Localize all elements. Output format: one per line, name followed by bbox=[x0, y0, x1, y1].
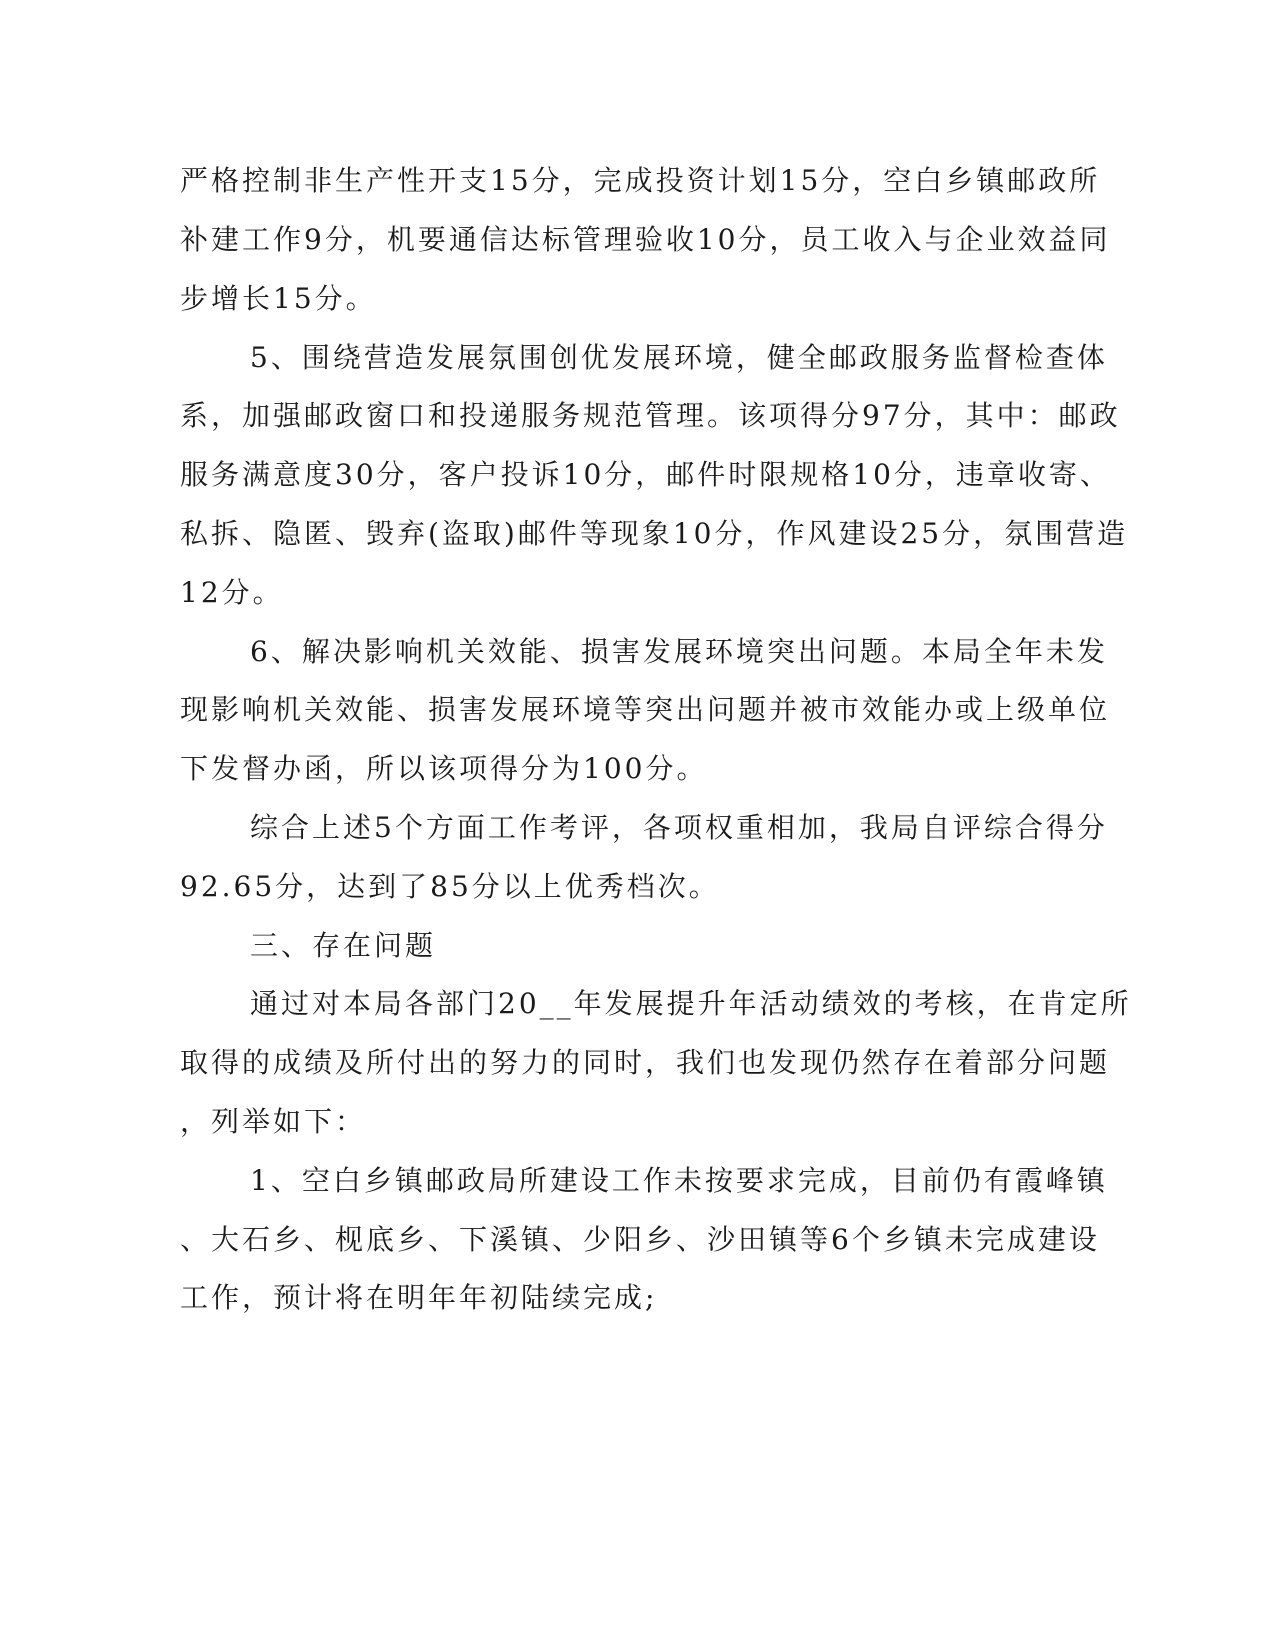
paragraph-line: 步增长15分。 bbox=[180, 282, 377, 315]
paragraph-line: 下发督办函，所以该项得分为100分。 bbox=[180, 752, 708, 785]
paragraph-line: 1、空白乡镇邮政局所建设工作未按要求完成，目前仍有霞峰镇 bbox=[250, 1164, 1108, 1197]
paragraph-line: 92.65分，达到了85分以上优秀档次。 bbox=[180, 870, 720, 903]
paragraph-line: 综合上述5个方面工作考评，各项权重相加，我局自评综合得分 bbox=[250, 811, 1108, 844]
paragraph-line: 通过对本局各部门20__年发展提升年活动绩效的考核，在肯定所 bbox=[250, 987, 1132, 1020]
section-heading: 三、存在问题 bbox=[250, 929, 437, 962]
paragraph-line: 系，加强邮政窗口和投递服务规范管理。该项得分97分，其中：邮政 bbox=[180, 399, 1121, 432]
paragraph-line: 私拆、隐匿、毁弃(盗取)邮件等现象10分，作风建设25分，氛围营造 bbox=[180, 517, 1129, 550]
paragraph-line: 、大石乡、枧底乡、下溪镇、少阳乡、沙田镇等6个乡镇未完成建设 bbox=[180, 1223, 1100, 1256]
paragraph-line: 服务满意度30分，客户投诉10分，邮件时限规格10分，违章收寄、 bbox=[180, 458, 1111, 491]
paragraph-line: 取得的成绩及所付出的努力的同时，我们也发现仍然存在着部分问题 bbox=[180, 1046, 1111, 1079]
paragraph-line: 工作，预计将在明年年初陆续完成; bbox=[180, 1281, 658, 1314]
paragraph-line: 补建工作9分，机要通信达标管理验收10分，员工收入与企业效益同 bbox=[180, 223, 1111, 256]
paragraph-line: 现影响机关效能、损害发展环境等突出问题并被市效能办或上级单位 bbox=[180, 693, 1111, 726]
paragraph-line: 12分。 bbox=[180, 576, 284, 609]
paragraph-line: 5、围绕营造发展氛围创优发展环境，健全邮政服务监督检查体 bbox=[250, 341, 1108, 374]
paragraph-line: 严格控制非生产性开支15分，完成投资计划15分，空白乡镇邮政所 bbox=[180, 164, 1101, 197]
paragraph-line: 6、解决影响机关效能、损害发展环境突出问题。本局全年未发 bbox=[250, 635, 1108, 668]
paragraph-line: ，列举如下： bbox=[180, 1105, 367, 1138]
